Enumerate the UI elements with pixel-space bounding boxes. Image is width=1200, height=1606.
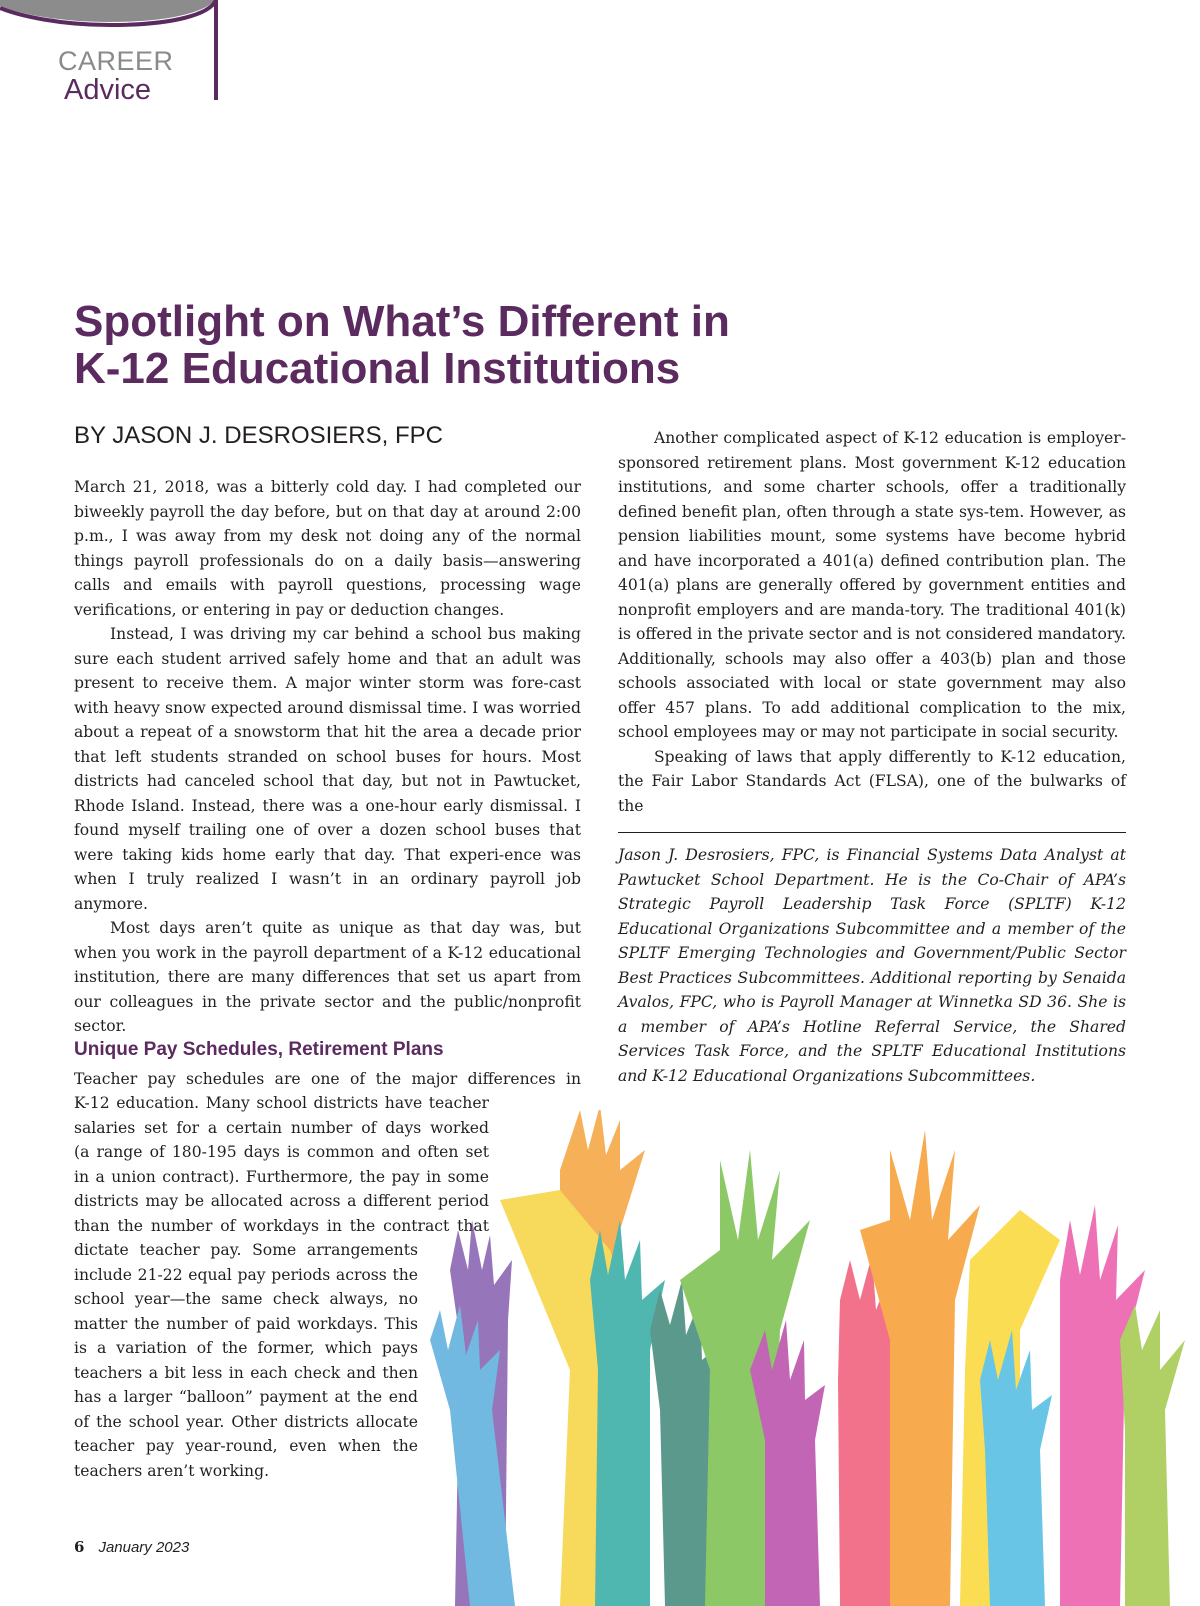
section-line: is a variation of the former, which pays [74,1339,418,1357]
section-line: than the number of workdays in the contract that [74,1216,489,1235]
author-bio [618,843,1126,1088]
section-body-wrap-b [74,1238,418,1483]
section-line: teachers aren’t working. [74,1461,270,1480]
body-paragraph-1: March 21, 2018, was a bitterly cold day. I had completed our biweekly payroll the day before, but on that day at around 2:00 p.m., I was away from my desk not doing any of the normal things payroll professionals do on a daily basis—answering calls and emails with payroll questions, processing wage verifications, or entering in pay or deduction changes. [74,478,581,619]
section-body-first-line [74,1067,581,1092]
section-subhead: Unique Pay Schedules, Retirement Plans [74,1039,444,1060]
body-paragraph-4: Another complicated aspect of K-12 education is employer-sponsored retirement plans. Most government K-12 education institutions, and some charter schools, offer a traditionally defined benefit plan, often through a state sys-tem. However, as pension liabilities mount, some systems have become hybrid and have incorporated a 401(a) defined contribution plan. The 401(a) plans are generally offered by government entities and nonprofit employers and are manda-tory. The traditional 401(k) is offered in the private sector and is not considered mandatory. Additionally, schools may also offer a 403(b) plan and those schools associated with local or state government may also offer 457 plans. To add additional complication to the mix, school employees may or may not participate in social security. [618,429,1126,741]
section-line: districts may be allocated across a different period [74,1192,489,1210]
section-line: K-12 education. Many school districts have teacher [74,1094,489,1112]
section-line: teacher pay year-round, even when the [74,1437,418,1455]
page-number: 6 [74,1538,85,1556]
body-paragraph-2: Instead, I was driving my car behind a school bus making sure each student arrived safely home and that an adult was present to receive them. A major winter storm was fore-cast with heavy snow expected around dismissal time. I was worried about a repeat of a snowstorm that hit the area a decade prior that left students stranded on school buses for hours. Most districts had canceled school that day, but not in Pawtucket, Rhode Island. Instead, there was a one-hour early dismissal. I found myself trailing one of over a dozen school buses that were taking kids home early that day. That experi-ence was when I truly realized I wasn’t in an ordinary payroll job anymore. [74,625,581,913]
section-line: teachers a bit less in each check and then [74,1363,418,1382]
raised-hands-illustration [420,1110,1200,1606]
body-paragraph-3: Most days aren’t quite as unique as that day was, but when you work in the payroll department of a K-12 educational institution, there are many differences that set us apart from our colleagues in the private sector and the public/nonprofit sector. [74,919,581,1035]
hand-teal [590,1220,665,1606]
section-line: has a larger “balloon” payment at the end [74,1388,418,1406]
section-line: school year—the same check always, no [74,1290,418,1308]
section-line: matter the number of paid workdays. This [74,1314,418,1333]
article-title [74,298,974,392]
article-title-line-1: Spotlight on What’s Different in [74,297,730,346]
section-line: of the school year. Other districts allocate [74,1412,418,1431]
author-bio-text: Jason J. Desrosiers, FPC, is Financial Systems Data Analyst at Pawtucket School Department. He is the Co-Chair of APA’s Strategic Payroll Leadership Task Force (SPLTF) K-12 Educational Organizations Subcommittee and a member of the SPLTF Emerging Technologies and Government/Public Sector Best Practices Subcommittees. Additional reporting by Senaida Avalos, FPC, who is Payroll Manager at Winnetka SD 36. She is a member of APA’s Hotline Referral Service, the Shared Services Task Force, and the SPLTF Educational Institutions and K-12 Educational Organizations Subcommittees. [618,846,1126,1085]
bio-divider [618,832,1126,833]
section-line: include 21-22 equal pay periods across the [74,1265,418,1284]
section-kicker-advice: Advice [64,74,152,106]
issue-date: January 2023 [98,1539,190,1556]
section-line: dictate teacher pay. Some arrangements [74,1241,418,1259]
section-line: Teacher pay schedules are one of the major differences in [74,1070,581,1088]
article-byline: BY JASON J. DESROSIERS, FPC [74,422,443,449]
body-paragraph-5: Speaking of laws that apply differently to K-12 education, the Fair Labor Standards Act (FLSA), one of the bulwarks of the [618,747,1126,815]
section-kicker-career: CAREER [58,46,174,76]
article-title-line-2: K-12 Educational Institutions [74,344,681,393]
section-line: salaries set for a certain number of days worked [74,1118,489,1137]
section-line: in a union contract). Furthermore, the pay in some [74,1167,489,1186]
badge-vertical-rule [214,0,218,100]
page-footer [74,1538,189,1557]
raised-hands-group [430,1110,1185,1606]
article-right-column [618,426,1126,818]
hand-lime [1120,1305,1185,1606]
section-line: (a range of 180-195 days is common and often set [74,1143,489,1161]
article-left-column [74,475,581,1039]
